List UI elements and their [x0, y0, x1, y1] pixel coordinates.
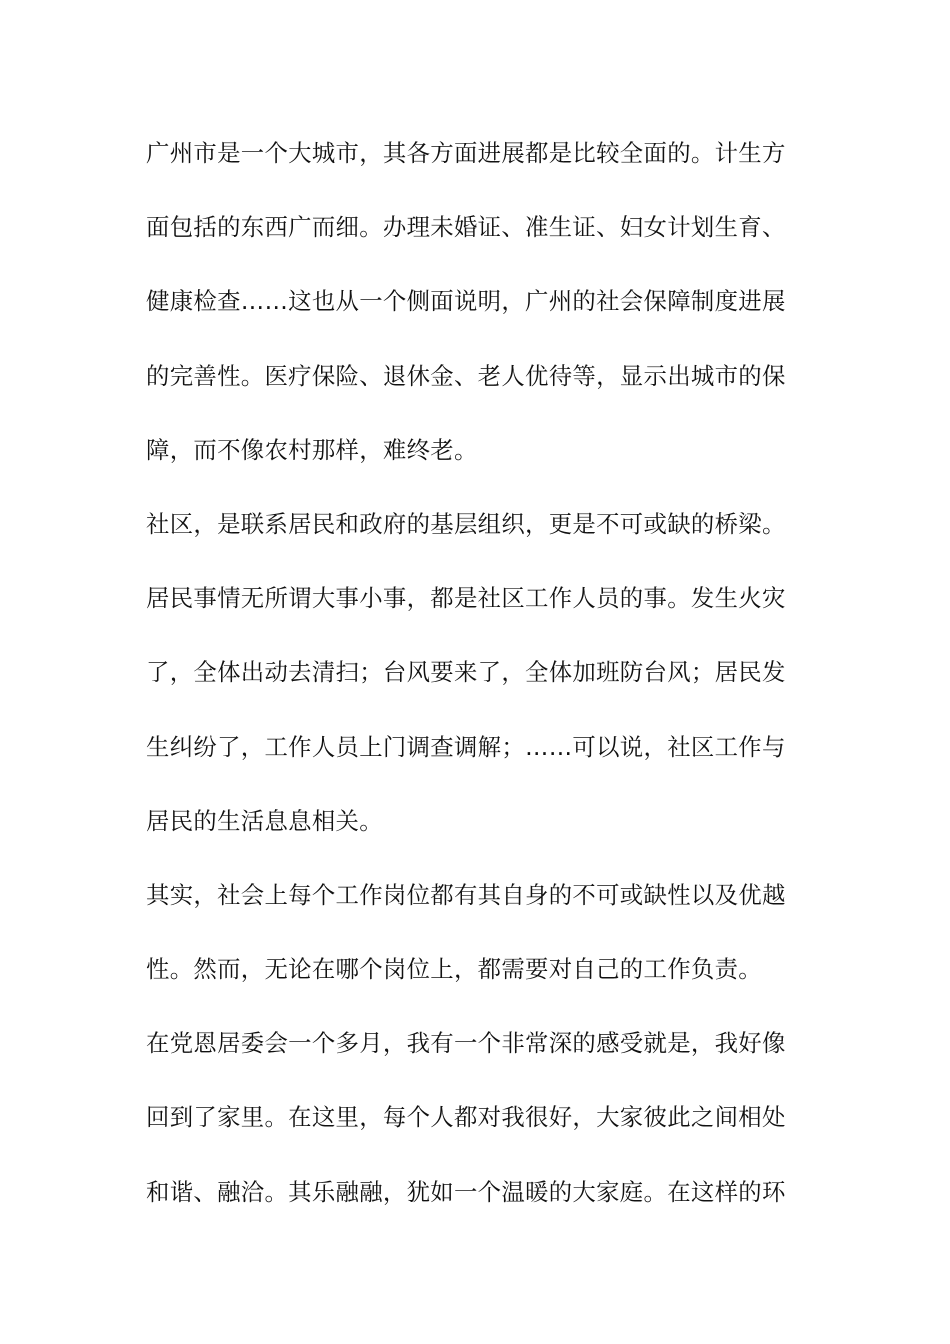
text-line: 在党恩居委会一个多月，我有一个非常深的感受就是，我好像	[146, 1029, 786, 1058]
text-line: 回到了家里。在这里，每个人都对我很好，大家彼此之间相处	[146, 1103, 786, 1132]
text-line: 健康检查……这也从一个侧面说明，广州的社会保障制度进展	[146, 287, 786, 316]
text-line: 生纠纷了，工作人员上门调查调解；……可以说，社区工作与	[146, 732, 786, 761]
text-line: 居民的生活息息相关。	[146, 806, 383, 835]
text-line: 障，而不像农村那样，难终老。	[146, 435, 478, 464]
text-line: 居民事情无所谓大事小事，都是社区工作人员的事。发生火灾	[146, 584, 786, 613]
text-line: 性。然而，无论在哪个岗位上，都需要对自己的工作负责。	[146, 955, 762, 984]
text-line: 了，全体出动去清扫；台风要来了，全体加班防台风；居民发	[146, 658, 786, 687]
text-line: 其实，社会上每个工作岗位都有其自身的不可或缺性以及优越	[146, 880, 786, 909]
text-line: 面包括的东西广而细。办理未婚证、准生证、妇女计划生育、	[146, 213, 786, 242]
text-line: 和谐、融洽。其乐融融，犹如一个温暖的大家庭。在这样的环	[146, 1177, 786, 1206]
body-text	[146, 131, 806, 1244]
text-line: 广州市是一个大城市，其各方面进展都是比较全面的。计生方	[146, 139, 786, 167]
text-line: 社区，是联系居民和政府的基层组织，更是不可或缺的桥梁。	[146, 509, 786, 538]
text-line: 的完善性。医疗保险、退休金、老人优待等，显示出城市的保	[146, 361, 786, 390]
